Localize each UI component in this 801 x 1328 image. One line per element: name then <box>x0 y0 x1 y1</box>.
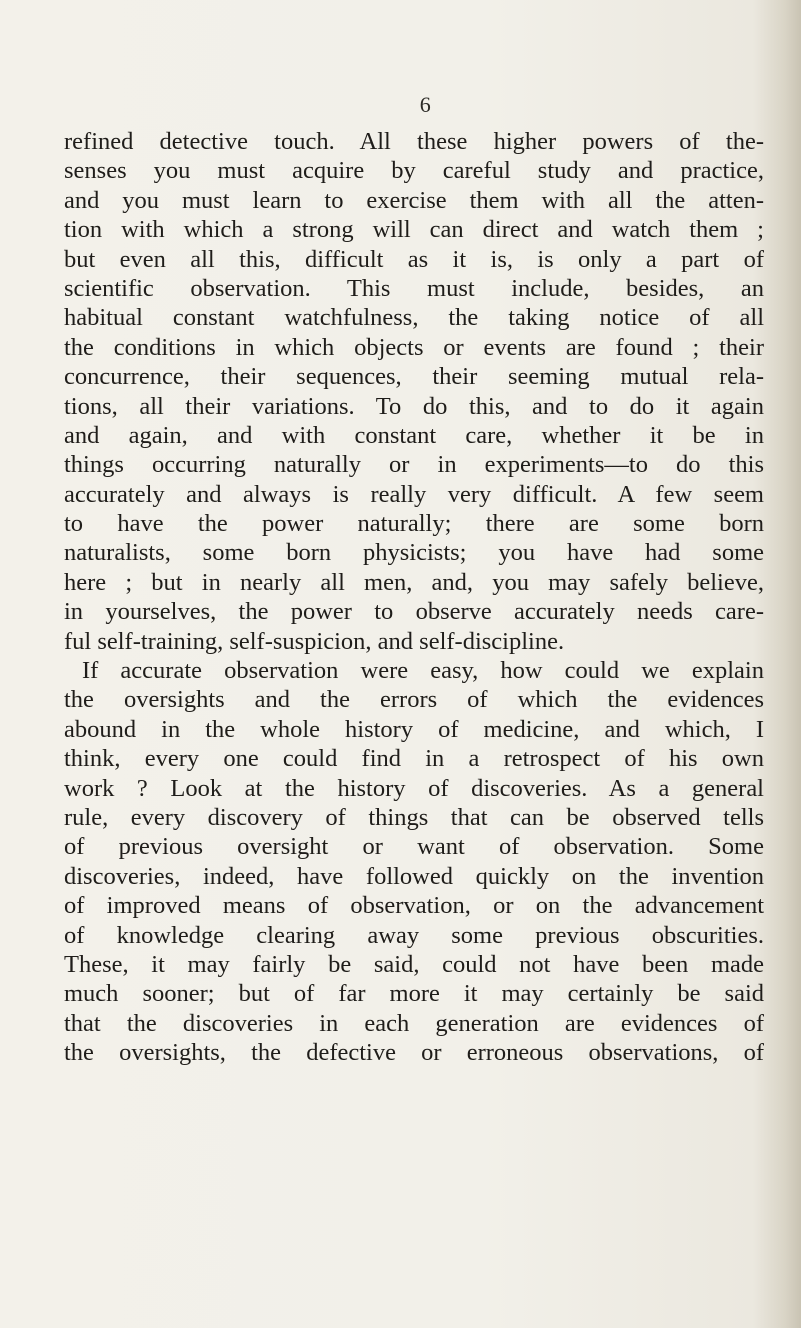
text-line: tions, all their variations. To do this, and to do it again <box>64 392 764 420</box>
text-line: here ; but in nearly all men, and, you may safely believe, <box>64 568 764 596</box>
text-line: that the discoveries in each generation are evidences of <box>64 1009 764 1037</box>
text-line: discoveries, indeed, have followed quickly on the invention <box>64 862 764 890</box>
text-line: but even all this, difficult as it is, is only a part of <box>64 245 764 273</box>
text-line: refined detective touch. All these higher powers of the- <box>64 128 764 155</box>
text-line: scientific observation. This must include, besides, an <box>64 274 764 302</box>
text-line: ful self-training, self-suspicion, and self-discipline. <box>64 627 565 655</box>
text-line: and again, and with constant care, whether it be in <box>64 421 764 449</box>
text-line: the conditions in which objects or events are found ; their <box>64 333 764 361</box>
text-line: in yourselves, the power to observe accurately needs care- <box>64 598 764 626</box>
text-line: work ? Look at the history of discoveries. As a general <box>64 774 764 802</box>
text-line: concurrence, their sequences, their seeming mutual rela- <box>64 363 764 391</box>
text-line: accurately and always is really very difficult. A few seem <box>64 480 764 508</box>
text-line: the oversights, the defective or erroneous observations, of <box>64 1039 764 1067</box>
page-number: 6 <box>419 92 432 117</box>
text-line: of improved means of observation, or on the advancement <box>64 892 764 920</box>
text-line: of knowledge clearing away some previous obscurities. <box>64 921 764 949</box>
text-line: to have the power naturally; there are some born <box>64 510 764 538</box>
text-line: things occurring naturally or in experiments—to do this <box>64 451 764 479</box>
text-line: If accurate observation were easy, how could we explain <box>82 657 764 685</box>
text-line: think, every one could find in a retrospect of his own <box>64 745 764 773</box>
text-line: the oversights and the errors of which the evidences <box>64 686 764 714</box>
text-line: habitual constant watchfulness, the taking notice of all <box>64 304 764 332</box>
text-line: much sooner; but of far more it may certainly be said <box>64 980 764 1008</box>
text-line: senses you must acquire by careful study and practice, <box>64 157 764 185</box>
text-line: abound in the whole history of medicine, and which, I <box>64 715 764 743</box>
text-line: These, it may fairly be said, could not have been made <box>64 950 764 978</box>
text-line: rule, every discovery of things that can be observed tells <box>64 803 764 831</box>
body-text <box>64 127 764 1068</box>
text-line: tion with which a strong will can direct and watch them ; <box>64 216 764 244</box>
text-line: naturalists, some born physicists; you have had some <box>64 539 764 567</box>
text-line: of previous oversight or want of observation. Some <box>64 833 764 861</box>
text-line: and you must learn to exercise them with all the atten- <box>64 186 764 214</box>
